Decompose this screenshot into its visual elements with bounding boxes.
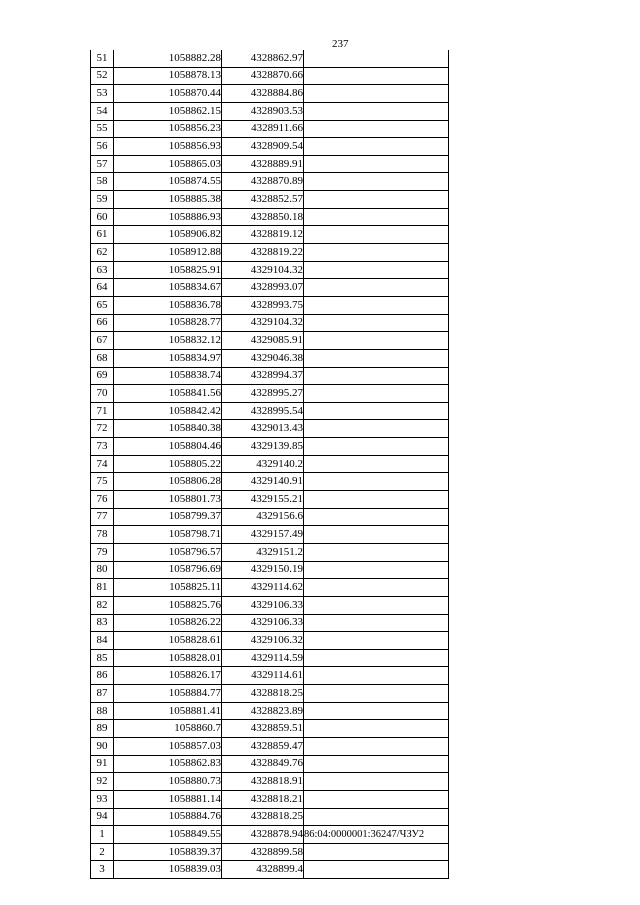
table-row <box>91 790 449 808</box>
point-number-cell: 59 <box>91 191 114 209</box>
coordinates-table <box>90 50 449 879</box>
parcel-number-cell <box>304 120 449 138</box>
y-coordinate-cell: 4328909.54 <box>222 138 304 156</box>
point-number-cell: 53 <box>91 85 114 103</box>
point-number-cell: 70 <box>91 385 114 403</box>
parcel-number-cell <box>304 385 449 403</box>
point-number-cell: 74 <box>91 455 114 473</box>
y-coordinate-cell: 4329085.91 <box>222 332 304 350</box>
x-coordinate-cell: 1058862.83 <box>114 755 222 773</box>
parcel-number-cell <box>304 790 449 808</box>
parcel-number-cell <box>304 191 449 209</box>
table-row <box>91 632 449 650</box>
parcel-number-cell <box>304 50 449 67</box>
parcel-number-cell <box>304 208 449 226</box>
x-coordinate-cell: 1058805.22 <box>114 455 222 473</box>
point-number-cell: 68 <box>91 349 114 367</box>
x-coordinate-cell: 1058862.15 <box>114 102 222 120</box>
x-coordinate-cell: 1058841.56 <box>114 385 222 403</box>
x-coordinate-cell: 1058828.01 <box>114 649 222 667</box>
parcel-number-cell <box>304 102 449 120</box>
x-coordinate-cell: 1058865.03 <box>114 155 222 173</box>
parcel-number-cell <box>304 579 449 597</box>
y-coordinate-cell: 4328850.18 <box>222 208 304 226</box>
y-coordinate-cell: 4329114.61 <box>222 667 304 685</box>
point-number-cell: 87 <box>91 685 114 703</box>
x-coordinate-cell: 1058826.22 <box>114 614 222 632</box>
point-number-cell: 3 <box>91 861 114 879</box>
y-coordinate-cell: 4329155.21 <box>222 491 304 509</box>
point-number-cell: 86 <box>91 667 114 685</box>
parcel-number-cell <box>304 279 449 297</box>
table-row <box>91 208 449 226</box>
parcel-number-cell <box>304 296 449 314</box>
y-coordinate-cell: 4329151.2 <box>222 543 304 561</box>
x-coordinate-cell: 1058828.77 <box>114 314 222 332</box>
x-coordinate-cell: 1058885.38 <box>114 191 222 209</box>
y-coordinate-cell: 4328819.22 <box>222 244 304 262</box>
table-row <box>91 420 449 438</box>
y-coordinate-cell: 4328878.94 <box>222 826 304 844</box>
page-number: 237 <box>332 38 349 50</box>
point-number-cell: 92 <box>91 773 114 791</box>
parcel-number-cell <box>304 773 449 791</box>
y-coordinate-cell: 4329150.19 <box>222 561 304 579</box>
x-coordinate-cell: 1058880.73 <box>114 773 222 791</box>
x-coordinate-cell: 1058886.93 <box>114 208 222 226</box>
parcel-number-cell <box>304 261 449 279</box>
y-coordinate-cell: 4329157.49 <box>222 526 304 544</box>
y-coordinate-cell: 4328995.54 <box>222 402 304 420</box>
point-number-cell: 94 <box>91 808 114 826</box>
table-row <box>91 508 449 526</box>
table-row <box>91 244 449 262</box>
x-coordinate-cell: 1058798.71 <box>114 526 222 544</box>
y-coordinate-cell: 4328899.4 <box>222 861 304 879</box>
parcel-number-cell <box>304 561 449 579</box>
point-number-cell: 63 <box>91 261 114 279</box>
point-number-cell: 67 <box>91 332 114 350</box>
parcel-number-cell <box>304 491 449 509</box>
table-row <box>91 261 449 279</box>
table-row <box>91 85 449 103</box>
point-number-cell: 85 <box>91 649 114 667</box>
x-coordinate-cell: 1058825.11 <box>114 579 222 597</box>
table-row <box>91 455 449 473</box>
point-number-cell: 81 <box>91 579 114 597</box>
y-coordinate-cell: 4328818.21 <box>222 790 304 808</box>
x-coordinate-cell: 1058842.42 <box>114 402 222 420</box>
table-row <box>91 226 449 244</box>
table-row <box>91 332 449 350</box>
parcel-number-cell <box>304 596 449 614</box>
y-coordinate-cell: 4328818.25 <box>222 808 304 826</box>
x-coordinate-cell: 1058870.44 <box>114 85 222 103</box>
table-row <box>91 191 449 209</box>
y-coordinate-cell: 4329140.2 <box>222 455 304 473</box>
x-coordinate-cell: 1058884.77 <box>114 685 222 703</box>
x-coordinate-cell: 1058828.61 <box>114 632 222 650</box>
table-row <box>91 579 449 597</box>
x-coordinate-cell: 1058825.91 <box>114 261 222 279</box>
table-row <box>91 685 449 703</box>
table-row <box>91 120 449 138</box>
parcel-number-cell <box>304 244 449 262</box>
point-number-cell: 89 <box>91 720 114 738</box>
point-number-cell: 57 <box>91 155 114 173</box>
y-coordinate-cell: 4329013.43 <box>222 420 304 438</box>
table-row <box>91 367 449 385</box>
point-number-cell: 72 <box>91 420 114 438</box>
parcel-number-cell <box>304 843 449 861</box>
x-coordinate-cell: 1058806.28 <box>114 473 222 491</box>
x-coordinate-cell: 1058834.97 <box>114 349 222 367</box>
point-number-cell: 80 <box>91 561 114 579</box>
table-row <box>91 773 449 791</box>
y-coordinate-cell: 4329104.32 <box>222 261 304 279</box>
table-row <box>91 67 449 85</box>
point-number-cell: 90 <box>91 737 114 755</box>
parcel-number-cell <box>304 438 449 456</box>
y-coordinate-cell: 4328823.89 <box>222 702 304 720</box>
parcel-number-cell <box>304 685 449 703</box>
y-coordinate-cell: 4329106.33 <box>222 614 304 632</box>
x-coordinate-cell: 1058881.41 <box>114 702 222 720</box>
table-row <box>91 402 449 420</box>
point-number-cell: 71 <box>91 402 114 420</box>
y-coordinate-cell: 4328899.58 <box>222 843 304 861</box>
table-row <box>91 155 449 173</box>
y-coordinate-cell: 4328870.66 <box>222 67 304 85</box>
table-row <box>91 473 449 491</box>
point-number-cell: 54 <box>91 102 114 120</box>
table-row <box>91 349 449 367</box>
table-row <box>91 314 449 332</box>
point-number-cell: 73 <box>91 438 114 456</box>
x-coordinate-cell: 1058878.13 <box>114 67 222 85</box>
table-row <box>91 138 449 156</box>
parcel-number-cell <box>304 808 449 826</box>
x-coordinate-cell: 1058838.74 <box>114 367 222 385</box>
table-row <box>91 614 449 632</box>
y-coordinate-cell: 4328911.66 <box>222 120 304 138</box>
point-number-cell: 77 <box>91 508 114 526</box>
parcel-number-cell <box>304 314 449 332</box>
point-number-cell: 76 <box>91 491 114 509</box>
parcel-number-cell <box>304 85 449 103</box>
point-number-cell: 84 <box>91 632 114 650</box>
point-number-cell: 66 <box>91 314 114 332</box>
y-coordinate-cell: 4329114.62 <box>222 579 304 597</box>
point-number-cell: 79 <box>91 543 114 561</box>
x-coordinate-cell: 1058912.88 <box>114 244 222 262</box>
x-coordinate-cell: 1058825.76 <box>114 596 222 614</box>
x-coordinate-cell: 1058884.76 <box>114 808 222 826</box>
y-coordinate-cell: 4329106.32 <box>222 632 304 650</box>
coordinates-table-body <box>91 50 449 879</box>
table-row <box>91 296 449 314</box>
table-row <box>91 720 449 738</box>
table-row <box>91 438 449 456</box>
x-coordinate-cell: 1058799.37 <box>114 508 222 526</box>
x-coordinate-cell: 1058832.12 <box>114 332 222 350</box>
parcel-number-cell <box>304 367 449 385</box>
y-coordinate-cell: 4328903.53 <box>222 102 304 120</box>
x-coordinate-cell: 1058860.7 <box>114 720 222 738</box>
parcel-number-cell <box>304 332 449 350</box>
point-number-cell: 62 <box>91 244 114 262</box>
y-coordinate-cell: 4328994.37 <box>222 367 304 385</box>
point-number-cell: 93 <box>91 790 114 808</box>
y-coordinate-cell: 4328993.75 <box>222 296 304 314</box>
y-coordinate-cell: 4328862.97 <box>222 50 304 67</box>
x-coordinate-cell: 1058856.93 <box>114 138 222 156</box>
table-row <box>91 843 449 861</box>
parcel-number-cell <box>304 138 449 156</box>
y-coordinate-cell: 4329046.38 <box>222 349 304 367</box>
point-number-cell: 91 <box>91 755 114 773</box>
x-coordinate-cell: 1058881.14 <box>114 790 222 808</box>
point-number-cell: 55 <box>91 120 114 138</box>
parcel-number-cell <box>304 226 449 244</box>
y-coordinate-cell: 4328995.27 <box>222 385 304 403</box>
table-row <box>91 596 449 614</box>
y-coordinate-cell: 4329114.59 <box>222 649 304 667</box>
parcel-number-cell <box>304 649 449 667</box>
table-row <box>91 861 449 879</box>
parcel-number-cell <box>304 720 449 738</box>
y-coordinate-cell: 4328889.91 <box>222 155 304 173</box>
y-coordinate-cell: 4329104.32 <box>222 314 304 332</box>
point-number-cell: 52 <box>91 67 114 85</box>
y-coordinate-cell: 4328859.51 <box>222 720 304 738</box>
x-coordinate-cell: 1058857.03 <box>114 737 222 755</box>
point-number-cell: 65 <box>91 296 114 314</box>
parcel-number-cell <box>304 155 449 173</box>
x-coordinate-cell: 1058804.46 <box>114 438 222 456</box>
x-coordinate-cell: 1058826.17 <box>114 667 222 685</box>
parcel-number-cell: 86:04:0000001:36247/ЧЗУ2 <box>304 826 449 844</box>
point-number-cell: 2 <box>91 843 114 861</box>
point-number-cell: 82 <box>91 596 114 614</box>
table-row <box>91 737 449 755</box>
x-coordinate-cell: 1058834.67 <box>114 279 222 297</box>
parcel-number-cell <box>304 508 449 526</box>
x-coordinate-cell: 1058882.28 <box>114 50 222 67</box>
parcel-number-cell <box>304 526 449 544</box>
y-coordinate-cell: 4328818.91 <box>222 773 304 791</box>
y-coordinate-cell: 4329139.85 <box>222 438 304 456</box>
parcel-number-cell <box>304 702 449 720</box>
x-coordinate-cell: 1058836.78 <box>114 296 222 314</box>
table-row <box>91 385 449 403</box>
point-number-cell: 69 <box>91 367 114 385</box>
x-coordinate-cell: 1058839.03 <box>114 861 222 879</box>
table-row <box>91 50 449 67</box>
point-number-cell: 61 <box>91 226 114 244</box>
y-coordinate-cell: 4328849.76 <box>222 755 304 773</box>
table-row <box>91 526 449 544</box>
table-row <box>91 173 449 191</box>
x-coordinate-cell: 1058796.69 <box>114 561 222 579</box>
y-coordinate-cell: 4328870.89 <box>222 173 304 191</box>
parcel-number-cell <box>304 614 449 632</box>
table-row <box>91 561 449 579</box>
point-number-cell: 88 <box>91 702 114 720</box>
table-row <box>91 279 449 297</box>
y-coordinate-cell: 4329106.33 <box>222 596 304 614</box>
y-coordinate-cell: 4329156.6 <box>222 508 304 526</box>
x-coordinate-cell: 1058801.73 <box>114 491 222 509</box>
point-number-cell: 83 <box>91 614 114 632</box>
x-coordinate-cell: 1058796.57 <box>114 543 222 561</box>
x-coordinate-cell: 1058906.82 <box>114 226 222 244</box>
y-coordinate-cell: 4328884.86 <box>222 85 304 103</box>
parcel-number-cell <box>304 755 449 773</box>
table-row <box>91 808 449 826</box>
y-coordinate-cell: 4328818.25 <box>222 685 304 703</box>
y-coordinate-cell: 4328852.57 <box>222 191 304 209</box>
table-row <box>91 667 449 685</box>
point-number-cell: 56 <box>91 138 114 156</box>
table-row <box>91 491 449 509</box>
y-coordinate-cell: 4328819.12 <box>222 226 304 244</box>
point-number-cell: 78 <box>91 526 114 544</box>
table-row <box>91 543 449 561</box>
point-number-cell: 58 <box>91 173 114 191</box>
parcel-number-cell <box>304 455 449 473</box>
parcel-number-cell <box>304 67 449 85</box>
parcel-number-cell <box>304 861 449 879</box>
parcel-number-cell <box>304 543 449 561</box>
y-coordinate-cell: 4328993.07 <box>222 279 304 297</box>
point-number-cell: 60 <box>91 208 114 226</box>
x-coordinate-cell: 1058856.23 <box>114 120 222 138</box>
parcel-number-cell <box>304 420 449 438</box>
parcel-number-cell <box>304 632 449 650</box>
point-number-cell: 64 <box>91 279 114 297</box>
y-coordinate-cell: 4329140.91 <box>222 473 304 491</box>
parcel-number-cell <box>304 473 449 491</box>
table-row <box>91 702 449 720</box>
table-row <box>91 826 449 844</box>
point-number-cell: 1 <box>91 826 114 844</box>
x-coordinate-cell: 1058874.55 <box>114 173 222 191</box>
parcel-number-cell <box>304 173 449 191</box>
x-coordinate-cell: 1058840.38 <box>114 420 222 438</box>
x-coordinate-cell: 1058849.55 <box>114 826 222 844</box>
table-row <box>91 755 449 773</box>
parcel-number-cell <box>304 349 449 367</box>
table-row <box>91 649 449 667</box>
parcel-number-cell <box>304 402 449 420</box>
x-coordinate-cell: 1058839.37 <box>114 843 222 861</box>
table-row <box>91 102 449 120</box>
point-number-cell: 51 <box>91 50 114 67</box>
parcel-number-cell <box>304 667 449 685</box>
parcel-number-cell <box>304 737 449 755</box>
point-number-cell: 75 <box>91 473 114 491</box>
y-coordinate-cell: 4328859.47 <box>222 737 304 755</box>
